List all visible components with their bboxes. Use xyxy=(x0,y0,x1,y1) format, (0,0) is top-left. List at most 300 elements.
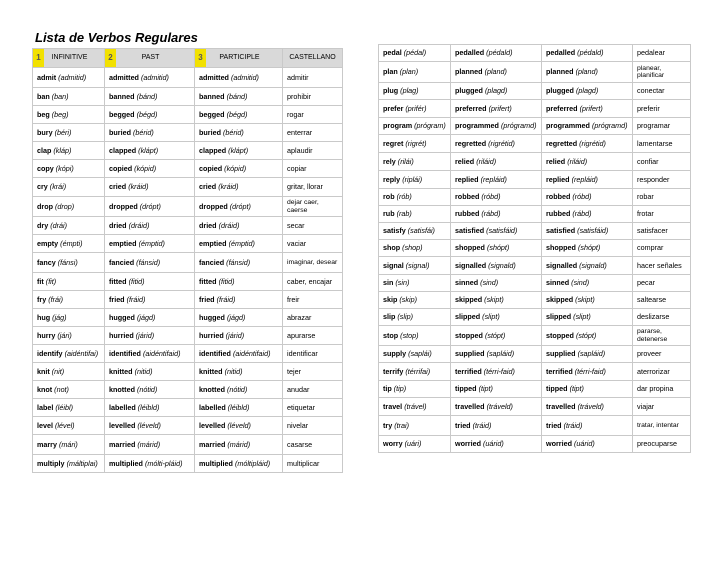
verb-form: tried xyxy=(455,420,471,430)
participle-cell xyxy=(195,399,283,417)
infinitive-cell xyxy=(33,309,105,327)
pronunciation: (uári) xyxy=(404,439,422,448)
pronunciation: (trai) xyxy=(394,420,409,430)
infinitive-cell xyxy=(379,223,451,240)
table-row xyxy=(33,455,343,473)
pronunciation: (ban) xyxy=(51,91,69,101)
verb-form: terrified xyxy=(546,366,573,376)
verb-form: hurry xyxy=(37,330,56,340)
past-cell xyxy=(105,363,195,381)
verb-form: stop xyxy=(383,330,399,340)
verb-form: copied xyxy=(109,163,133,173)
pronunciation: (shópt) xyxy=(577,243,601,252)
pronunciation: (uárid) xyxy=(573,439,595,448)
pronunciation: (bánd) xyxy=(136,91,158,101)
pronunciation: (róbd) xyxy=(481,192,501,201)
castellano-cell: saltearse xyxy=(633,292,691,309)
infinitive-cell xyxy=(379,153,451,171)
table-row xyxy=(33,197,343,217)
verb-form: admit xyxy=(37,72,57,82)
pronunciation: (saplái) xyxy=(408,349,432,358)
pronunciation: (nitid) xyxy=(224,366,243,376)
verb-form: travel xyxy=(383,401,403,411)
table-row xyxy=(379,257,691,275)
participle-cell xyxy=(542,240,633,257)
past-cell xyxy=(451,135,542,153)
pronunciation: (trável) xyxy=(404,401,427,411)
pronunciation: (térri-faid) xyxy=(574,366,606,376)
castellano-cell: identificar xyxy=(283,345,343,363)
table-row xyxy=(379,223,691,240)
verb-form: emptied xyxy=(109,238,137,248)
castellano-cell: caber, encajar xyxy=(283,273,343,291)
verb-form: robbed xyxy=(546,192,571,201)
pronunciation: (lével) xyxy=(55,420,75,430)
pronunciation: (drópt) xyxy=(229,201,251,211)
pronunciation: (pland) xyxy=(484,67,507,76)
verb-form: replied xyxy=(546,174,570,184)
pronunciation: (járid) xyxy=(135,330,155,340)
infinitive-cell xyxy=(379,189,451,206)
participle-cell xyxy=(195,309,283,327)
table-row xyxy=(33,291,343,309)
past-cell xyxy=(105,106,195,124)
participle-cell xyxy=(542,381,633,398)
pronunciation: (mólti-pláid) xyxy=(144,458,183,468)
verb-form: robbed xyxy=(455,192,480,201)
verb-form: hurried xyxy=(109,330,134,340)
participle-cell xyxy=(542,153,633,171)
pronunciation: (térrifai) xyxy=(405,366,431,376)
pronunciation: (bégd) xyxy=(136,109,158,119)
verb-form: cried xyxy=(199,182,217,191)
verb-form: reply xyxy=(383,174,401,184)
table-row xyxy=(379,45,691,62)
pronunciation: (shop) xyxy=(402,243,423,252)
castellano-cell: proveer xyxy=(633,346,691,363)
participle-cell xyxy=(195,345,283,363)
table-row xyxy=(33,309,343,327)
pronunciation: (slipt) xyxy=(482,312,500,321)
past-cell xyxy=(105,309,195,327)
participle-cell xyxy=(195,124,283,142)
pronunciation: (repláid) xyxy=(571,174,598,184)
verb-form: copy xyxy=(37,163,54,173)
pronunciation: (slipt) xyxy=(573,312,591,321)
castellano-cell: vaciar xyxy=(283,235,343,253)
header-infinitive-label: INFINITIVE xyxy=(51,54,88,61)
pronunciation: (róbd) xyxy=(572,192,592,201)
infinitive-cell xyxy=(379,436,451,453)
pronunciation: (frái) xyxy=(48,294,63,304)
castellano-cell: frotar xyxy=(633,206,691,223)
table-row xyxy=(379,240,691,257)
past-cell xyxy=(451,381,542,398)
verb-form: fried xyxy=(109,294,125,304)
pronunciation: (sind) xyxy=(571,278,590,287)
verb-form: relied xyxy=(455,156,475,166)
verb-form: prefer xyxy=(383,103,404,113)
past-cell xyxy=(105,273,195,291)
infinitive-cell xyxy=(33,142,105,160)
participle-cell xyxy=(195,363,283,381)
pronunciation: (kráid) xyxy=(218,182,239,191)
castellano-cell: dar propina xyxy=(633,381,691,398)
pronunciation: (fánsid) xyxy=(226,257,251,267)
pronunciation: (fráid) xyxy=(216,294,236,304)
verb-form: program xyxy=(383,121,413,130)
verb-form: pedalled xyxy=(546,48,576,57)
verb-form: married xyxy=(199,439,226,449)
participle-cell xyxy=(195,327,283,345)
verb-form: satisfied xyxy=(455,226,485,235)
pronunciation: (plag) xyxy=(400,86,419,95)
past-cell xyxy=(105,217,195,235)
verb-form: married xyxy=(109,439,136,449)
infinitive-cell xyxy=(379,135,451,153)
participle-cell xyxy=(195,68,283,88)
table-row xyxy=(33,124,343,142)
participle-cell xyxy=(542,135,633,153)
verb-form: satisfied xyxy=(546,226,576,235)
castellano-cell: nivelar xyxy=(283,417,343,435)
pronunciation: (nótid) xyxy=(136,384,158,394)
infinitive-cell xyxy=(379,309,451,326)
castellano-cell: prohibir xyxy=(283,88,343,106)
castellano-cell: hacer señales xyxy=(633,257,691,275)
infinitive-cell xyxy=(379,292,451,309)
table-row xyxy=(379,436,691,453)
pronunciation: (émpti) xyxy=(60,238,83,248)
participle-cell xyxy=(195,381,283,399)
past-cell xyxy=(105,253,195,273)
table-row xyxy=(33,399,343,417)
infinitive-cell xyxy=(379,257,451,275)
verb-form: planned xyxy=(546,67,574,76)
verb-form: plugged xyxy=(546,86,574,95)
verb-form: marry xyxy=(37,439,57,449)
past-cell xyxy=(105,435,195,455)
pronunciation: (prógramd) xyxy=(500,121,537,130)
verb-form: worried xyxy=(546,439,572,448)
verb-table-right-body xyxy=(379,45,691,453)
participle-cell xyxy=(542,416,633,436)
pronunciation: (léibld) xyxy=(227,402,250,412)
infinitive-cell xyxy=(379,416,451,436)
verb-form: multiply xyxy=(37,458,65,468)
participle-cell xyxy=(542,398,633,416)
table-row xyxy=(379,206,691,223)
pronunciation: (pédald) xyxy=(486,48,513,57)
pronunciation: (pédal) xyxy=(403,48,427,57)
pronunciation: (drop) xyxy=(54,201,75,211)
participle-cell xyxy=(195,178,283,197)
castellano-cell: tejer xyxy=(283,363,343,381)
verb-form: replied xyxy=(455,174,479,184)
pronunciation: (kráid) xyxy=(128,182,149,191)
past-cell xyxy=(105,197,195,217)
past-cell xyxy=(105,399,195,417)
verb-form: rub xyxy=(383,209,395,218)
pronunciation: (shópt) xyxy=(486,243,510,252)
verb-form: rob xyxy=(383,192,395,201)
table-row xyxy=(33,417,343,435)
past-cell xyxy=(451,309,542,326)
past-cell xyxy=(451,416,542,436)
pronunciation: (léibl) xyxy=(55,402,73,412)
pronunciation: (riláid) xyxy=(567,156,588,166)
past-cell xyxy=(451,100,542,118)
past-cell xyxy=(451,206,542,223)
verb-form: knot xyxy=(37,384,53,394)
verb-form: supplied xyxy=(455,349,485,358)
castellano-cell: viajar xyxy=(633,398,691,416)
verb-form: identified xyxy=(199,348,231,358)
castellano-cell: preferir xyxy=(633,100,691,118)
pronunciation: (émptid) xyxy=(228,238,255,248)
verb-form: signalled xyxy=(455,260,487,270)
verb-form: slipped xyxy=(546,312,572,321)
participle-cell xyxy=(195,435,283,455)
participle-cell xyxy=(542,292,633,309)
past-cell xyxy=(105,160,195,178)
pronunciation: (fit) xyxy=(45,276,57,286)
verb-form: shopped xyxy=(546,243,576,252)
past-cell xyxy=(105,235,195,253)
verb-form: dropped xyxy=(199,201,228,211)
verb-form: emptied xyxy=(199,238,227,248)
castellano-cell: satisfacer xyxy=(633,223,691,240)
participle-cell xyxy=(542,346,633,363)
verb-form: stopped xyxy=(546,330,574,340)
pronunciation: (rábd) xyxy=(572,209,592,218)
participle-cell xyxy=(542,100,633,118)
table-row xyxy=(33,253,343,273)
castellano-cell: aplaudir xyxy=(283,142,343,160)
pronunciation: (satisfái) xyxy=(407,226,435,235)
infinitive-cell xyxy=(33,106,105,124)
pronunciation: (plan) xyxy=(399,67,419,76)
past-cell xyxy=(105,327,195,345)
castellano-cell: comprar xyxy=(633,240,691,257)
pronunciation: (mári) xyxy=(58,439,78,449)
infinitive-cell xyxy=(33,68,105,88)
infinitive-cell xyxy=(33,197,105,217)
verb-form: fancied xyxy=(199,257,225,267)
pronunciation: (stópt) xyxy=(575,330,597,340)
verb-form: try xyxy=(383,420,393,430)
castellano-cell: aterrorizar xyxy=(633,363,691,381)
pronunciation: (móltipláid) xyxy=(234,458,271,468)
infinitive-cell xyxy=(33,178,105,197)
verb-form: slip xyxy=(383,312,396,321)
pronunciation: (signald) xyxy=(579,260,607,270)
table-row xyxy=(379,62,691,83)
verb-form: dried xyxy=(199,220,217,230)
header-past-label: PAST xyxy=(141,54,160,61)
pronunciation: (térri-faid) xyxy=(483,366,515,376)
pronunciation: (satisfáid) xyxy=(577,226,609,235)
pronunciation: (jágd) xyxy=(136,312,156,322)
pronunciation: (satisfáid) xyxy=(486,226,518,235)
past-cell xyxy=(451,292,542,309)
verb-form: supplied xyxy=(546,349,576,358)
castellano-cell: freir xyxy=(283,291,343,309)
participle-cell xyxy=(195,142,283,160)
infinitive-cell xyxy=(33,417,105,435)
past-cell xyxy=(451,45,542,62)
castellano-cell: tratar, intentar xyxy=(633,416,691,436)
table-row xyxy=(33,68,343,88)
pronunciation: (slip) xyxy=(397,312,413,321)
past-cell xyxy=(451,171,542,189)
verb-form: level xyxy=(37,420,53,430)
verb-form: beg xyxy=(37,109,50,119)
verb-form: slipped xyxy=(455,312,481,321)
verb-form: terrified xyxy=(455,366,482,376)
pronunciation: (rób) xyxy=(396,192,412,201)
castellano-cell: rogar xyxy=(283,106,343,124)
verb-form: rely xyxy=(383,156,396,166)
verb-form: skipped xyxy=(546,295,574,304)
pronunciation: (bérid) xyxy=(132,127,154,137)
participle-cell xyxy=(542,275,633,292)
verb-form: hugged xyxy=(199,312,225,322)
castellano-cell: copiar xyxy=(283,160,343,178)
pronunciation: (bánd) xyxy=(226,91,248,101)
pronunciation: (prógram) xyxy=(414,121,446,130)
verb-form: shopped xyxy=(455,243,485,252)
verb-form: clapped xyxy=(199,145,227,155)
participle-cell xyxy=(542,83,633,100)
infinitive-cell xyxy=(379,100,451,118)
pronunciation: (nitid) xyxy=(134,366,153,376)
participle-cell xyxy=(195,291,283,309)
verb-form: relied xyxy=(546,156,566,166)
table-row xyxy=(33,178,343,197)
verb-form: dry xyxy=(37,220,49,230)
castellano-cell: enterrar xyxy=(283,124,343,142)
verb-form: admitted xyxy=(109,72,139,82)
pronunciation: (tráid) xyxy=(472,420,492,430)
verb-table-right xyxy=(378,44,691,453)
participle-cell xyxy=(542,171,633,189)
verb-form: signal xyxy=(383,260,404,270)
castellano-cell: planear, planificar xyxy=(633,62,691,83)
verb-form: travelled xyxy=(546,401,576,411)
header-past xyxy=(105,49,195,68)
past-cell xyxy=(451,398,542,416)
pronunciation: (prifér) xyxy=(405,103,427,113)
past-cell xyxy=(105,124,195,142)
verb-form: hug xyxy=(37,312,51,322)
participle-cell xyxy=(195,197,283,217)
pronunciation: (béri) xyxy=(54,127,72,137)
pronunciation: (léibld) xyxy=(137,402,160,412)
table-row xyxy=(379,381,691,398)
participle-cell xyxy=(542,363,633,381)
pronunciation: (stop) xyxy=(400,330,419,340)
verb-form: terrify xyxy=(383,366,404,376)
infinitive-cell xyxy=(33,327,105,345)
pronunciation: (aidéntifaid) xyxy=(232,348,271,358)
verb-form: stopped xyxy=(455,330,483,340)
verb-form: regretted xyxy=(455,138,487,148)
participle-cell xyxy=(195,273,283,291)
verb-form: skipped xyxy=(455,295,483,304)
castellano-cell: pedalear xyxy=(633,45,691,62)
table-row xyxy=(379,83,691,100)
castellano-cell: imaginar, desear xyxy=(283,253,343,273)
participle-cell xyxy=(542,45,633,62)
pronunciation: (prifert) xyxy=(579,103,603,113)
document-title: Lista de Verbos Regulares xyxy=(35,30,198,45)
pronunciation: (sapláid) xyxy=(486,349,515,358)
castellano-cell: responder xyxy=(633,171,691,189)
past-cell xyxy=(451,118,542,135)
verb-form: supply xyxy=(383,349,407,358)
verb-form: fitted xyxy=(109,276,127,286)
verb-form: preferred xyxy=(546,103,578,113)
past-cell xyxy=(451,189,542,206)
verb-form: bury xyxy=(37,127,53,137)
verb-form: tried xyxy=(546,420,562,430)
participle-cell xyxy=(542,189,633,206)
pronunciation: (plagd) xyxy=(575,86,599,95)
verb-form: sinned xyxy=(455,278,479,287)
castellano-cell: casarse xyxy=(283,435,343,455)
participle-cell xyxy=(195,455,283,473)
pronunciation: (not) xyxy=(54,384,69,394)
verb-form: rubbed xyxy=(546,209,571,218)
participle-cell xyxy=(542,326,633,346)
pronunciation: (rigrét) xyxy=(405,138,427,148)
participle-cell xyxy=(542,206,633,223)
verb-form: clap xyxy=(37,145,52,155)
table-row xyxy=(33,160,343,178)
table-row xyxy=(379,100,691,118)
verb-form: labelled xyxy=(199,402,226,412)
castellano-cell: pecar xyxy=(633,275,691,292)
pronunciation: (kópid) xyxy=(224,163,247,173)
verb-form: identified xyxy=(109,348,141,358)
pronunciation: (rab) xyxy=(396,209,412,218)
verb-form: multiplied xyxy=(199,458,233,468)
participle-cell xyxy=(542,118,633,135)
past-cell xyxy=(105,455,195,473)
past-cell xyxy=(451,346,542,363)
pronunciation: (prifert) xyxy=(488,103,512,113)
pronunciation: (tipt) xyxy=(569,384,584,393)
verb-form: knotted xyxy=(199,384,225,394)
table-row xyxy=(33,363,343,381)
table-row xyxy=(379,171,691,189)
table-row xyxy=(33,327,343,345)
pronunciation: (riláid) xyxy=(476,156,497,166)
verb-form: dropped xyxy=(109,201,138,211)
verb-form: levelled xyxy=(109,420,136,430)
verb-form: fried xyxy=(199,294,215,304)
participle-cell xyxy=(195,88,283,106)
pronunciation: (plagd) xyxy=(484,86,508,95)
verb-form: plan xyxy=(383,67,398,76)
pronunciation: (krái) xyxy=(49,182,67,191)
verb-form: fancied xyxy=(109,257,135,267)
pronunciation: (signal) xyxy=(405,260,430,270)
participle-cell xyxy=(542,62,633,83)
verb-form: banned xyxy=(199,91,225,101)
table-row xyxy=(379,275,691,292)
